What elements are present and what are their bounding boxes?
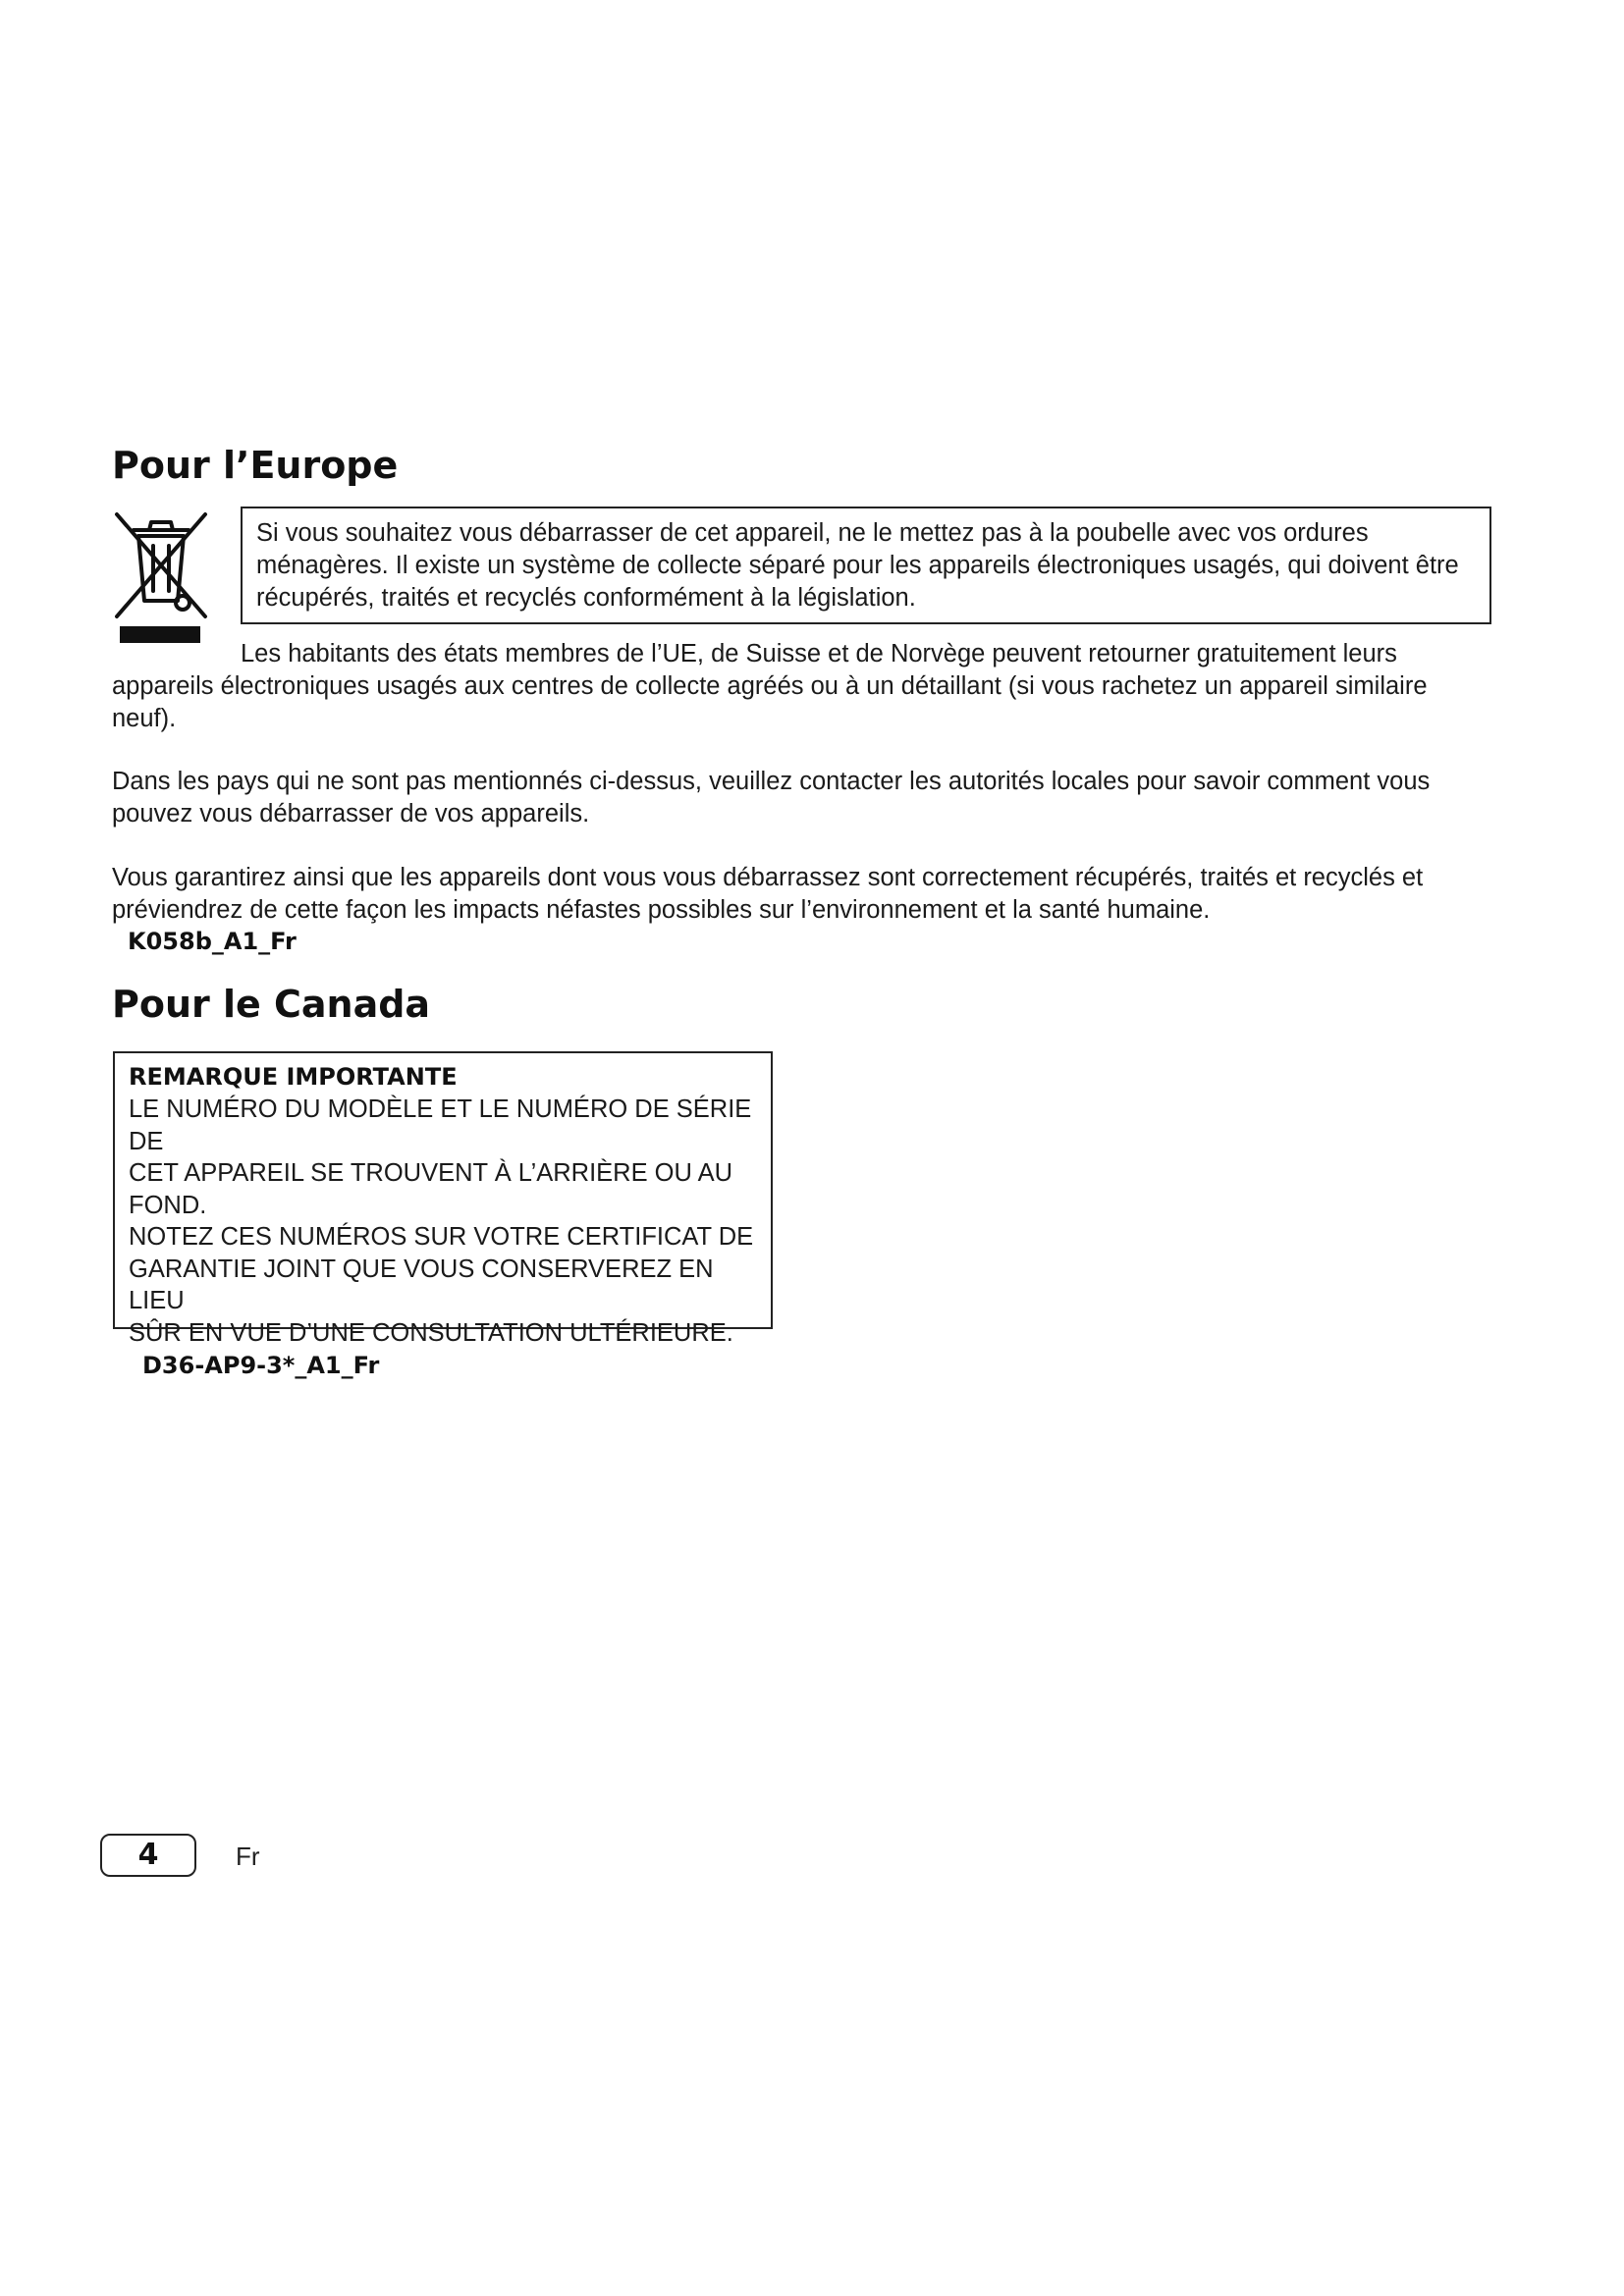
notice-line: FOND. <box>129 1191 207 1219</box>
canada-notice-box <box>113 1051 773 1379</box>
europe-paragraph-3: Vous garantirez ainsi que les appareils dont vous vous débarrassez sont correctement récupérés, traités et recyclés et préviendrez de cette façon les impacts néfastes possibles sur l’environnement et la santé humaine. <box>112 864 1424 924</box>
europe-heading: Pour l’Europe <box>112 444 399 487</box>
page-language-label: Fr <box>236 1842 260 1871</box>
notice-line: CET APPAREIL SE TROUVENT À L’ARRIÈRE OU AU <box>129 1159 733 1187</box>
notice-line: SÛR EN VUE D’UNE CONSULTATION ULTÉRIEURE. <box>129 1318 733 1347</box>
europe-paragraph-1: Les habitants des états membres de l’UE, de Suisse et de Norvège peuvent retourner gratuitement leurs appareils électroniques usagés aux centres de collecte agréés ou à un détaillant (si vous rachetez un appareil similaire neuf). <box>112 640 1428 732</box>
europe-disposal-box <box>241 507 1491 624</box>
remark-title: REMARQUE IMPORTANTE <box>129 1063 458 1091</box>
canada-heading: Pour le Canada <box>112 983 431 1026</box>
notice-line: NOTEZ CES NUMÉROS SUR VOTRE CERTIFICAT DE <box>129 1223 754 1251</box>
crossed-out-wheelie-bin-icon <box>112 507 210 644</box>
canada-reference-code: D36-AP9-3*_A1_Fr <box>142 1352 380 1379</box>
page-number-badge: 4 <box>100 1834 196 1877</box>
europe-paragraph-2: Dans les pays qui ne sont pas mentionnés ci-dessus, veuillez contacter les autorités locales pour savoir comment vous pouvez vous débarrasser de vos appareils. <box>112 768 1431 828</box>
europe-box-text: Si vous souhaitez vous débarrasser de cet appareil, ne le mettez pas à la poubelle avec vos ordures ménagères. Il existe un système de collecte séparé pour les appareils électroniques usagés, qui doivent être récupérés, traités et recyclés conformément à la législation. <box>256 519 1459 612</box>
notice-line: LE NUMÉRO DU MODÈLE ET LE NUMÉRO DE SÉRIE DE <box>129 1095 752 1155</box>
europe-reference-code: K058b_A1_Fr <box>128 928 297 955</box>
notice-line: GARANTIE JOINT QUE VOUS CONSERVEREZ EN LIEU <box>129 1255 714 1314</box>
